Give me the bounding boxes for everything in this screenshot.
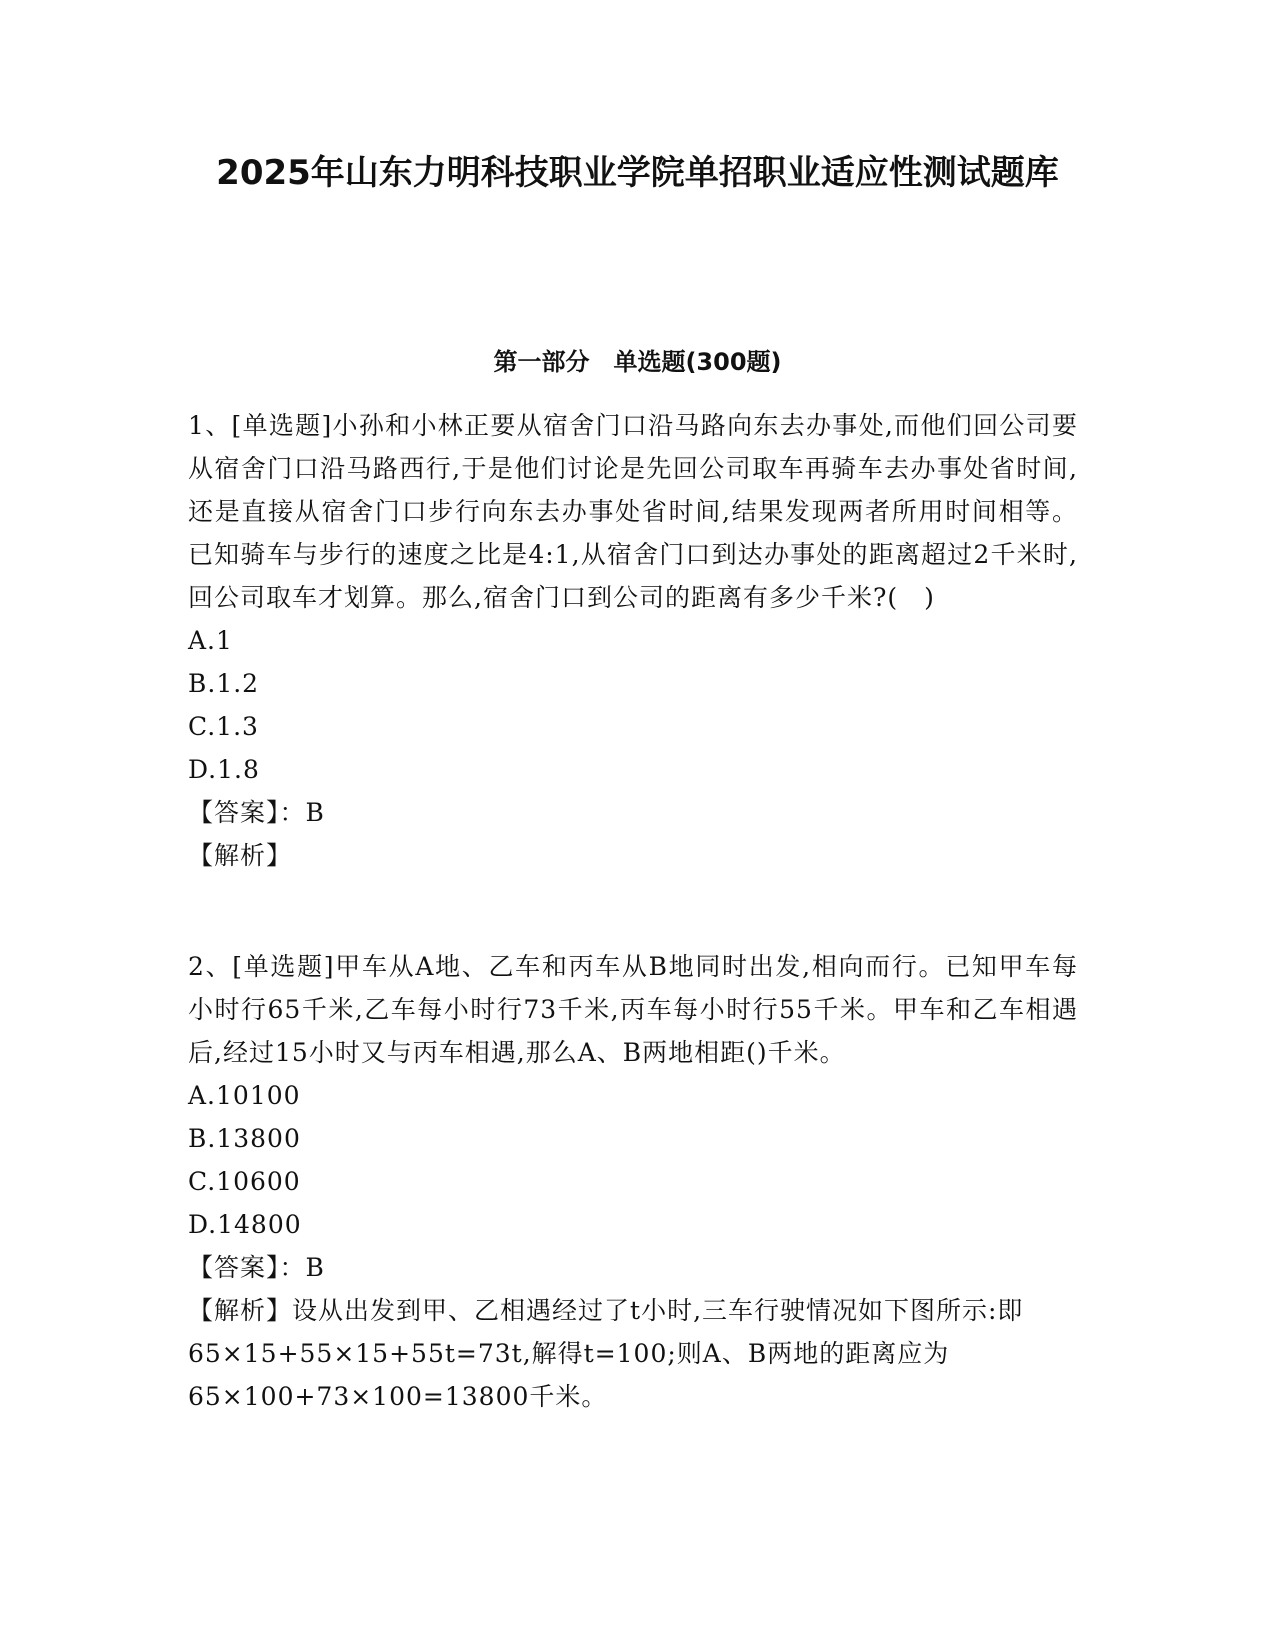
question-stem: 1、[单选题]小孙和小林正要从宿舍门口沿马路向东去办事处,而他们回公司要从宿舍门口沿马路西行,于是他们讨论是先回公司取车再骑车去办事处省时间,还是直接从宿舍门口步行向东去办事处省时间,结果发现两者所用时间相等。已知骑车与步行的速度之比是4:1,从宿舍门口到达办事处的距离超过2千米时,回公司取车才划算。那么,宿舍门口到公司的距离有多少千米?( ) (188, 411, 1078, 612)
analysis-label: 【解析】 (188, 1296, 293, 1325)
document-title: 2025年山东力明科技职业学院单招职业适应性测试题库 (216, 153, 1059, 193)
question-stem: 2、[单选题]甲车从A地、乙车和丙车从B地同时出发,相向而行。已知甲车每小时行65千米,乙车每小时行73千米,丙车每小时行55千米。甲车和乙车相遇后,经过15小时又与丙车相遇,那么A、B两地相距()千米。 (188, 952, 1078, 1067)
section-heading: 第一部分 单选题(300题) (493, 348, 782, 376)
option-d: D.1.8 (188, 755, 260, 784)
answer-line (188, 1246, 1078, 1289)
analysis-line (188, 1289, 1078, 1418)
option-b: B.13800 (188, 1124, 301, 1153)
analysis-text: 设从出发到甲、乙相遇经过了t小时,三车行驶情况如下图所示:即65×15+55×15+55t=73t,解得t=100;则A、B两地的距离应为65×100+73×100=13800千米。 (188, 1296, 1024, 1411)
answer-label: 【答案】： (188, 798, 306, 827)
answer-label: 【答案】： (188, 1253, 306, 1282)
analysis-label: 【解析】 (188, 841, 293, 870)
answer-value: B (305, 1253, 325, 1282)
option-a: A.1 (188, 626, 233, 655)
option-c: C.1.3 (188, 712, 259, 741)
question-1 (188, 404, 1078, 877)
option-b: B.1.2 (188, 669, 260, 698)
answer-value: B (305, 798, 325, 827)
option-a: A.10100 (188, 1081, 301, 1110)
option-c: C.10600 (188, 1167, 301, 1196)
answer-line (188, 791, 1078, 834)
option-d: D.14800 (188, 1210, 302, 1239)
analysis-line (188, 834, 1078, 877)
question-2 (188, 945, 1078, 1418)
